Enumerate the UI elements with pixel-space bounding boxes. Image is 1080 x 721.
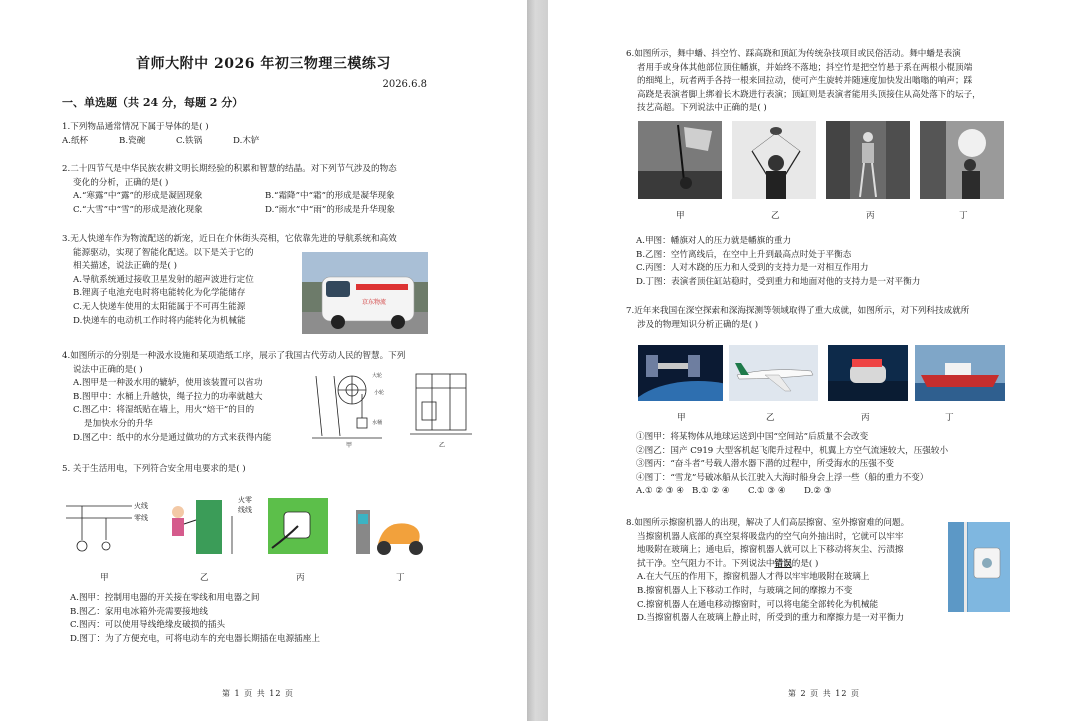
vehicle-brand-text: 京东物流 (362, 299, 387, 306)
question-7 (626, 305, 969, 332)
option-c: C.图乙中：将湿纸贴在墙上，用火“焙干”的目的 (73, 405, 255, 416)
photo-c919 (729, 345, 818, 401)
section-heading: 一、单选题（共 24 分，每题 2 分） (62, 96, 244, 109)
photo-window-robot (948, 522, 1010, 612)
option-b: B.① ② ④ (692, 486, 730, 497)
question-stem-cont: 高跷是表演者脚上绑着长木跷进行表演；顶缸则是表演者能用头顶接住从高处落下的坛子， (637, 89, 981, 100)
question-stem-cont: 相关描述，说法正确的是( ) (73, 261, 177, 272)
option-a: A.在大气压的作用下，擦窗机器人才得以牢牢地吸附在玻璃上 (637, 572, 870, 583)
question-stem: 6.如图所示，舞中蟠、抖空竹、踩高跷和顶缸为传统杂技项目或民俗活动。舞中蟠是表演 (626, 49, 961, 59)
caption-jia: 甲 (100, 573, 109, 583)
caption-bing: 丙 (866, 211, 875, 221)
question-stem: 3.无人快递车作为物流配送的新宠，近日在介休街头亮相，它依靠先进的导航系统和高效 (62, 234, 397, 244)
option-d: D.丁图：表演者顶住缸站稳时，受到重力和地面对他的支持力是一对平衡力 (636, 276, 921, 287)
option-d: D.“雨水”中“雨”的形成是升华现象 (265, 204, 396, 215)
label-small-wheel: 小轮 (374, 390, 385, 396)
option-row (62, 190, 397, 204)
caption-jia: 甲 (677, 413, 686, 423)
option-c-cont: 是加快水分的升华 (84, 418, 153, 429)
photo-gaoqiao (826, 121, 910, 199)
photo-xuelong (915, 345, 1005, 401)
question-stem-cont: 变化的分析，正确的是( ) (73, 177, 169, 188)
caption-yi: 乙 (771, 211, 780, 221)
question-stem-cont: 涉及的物理知识分析正确的是( ) (637, 319, 759, 330)
question-stem: 1.下列物品通常情况下属于导体的是( ) (62, 122, 209, 132)
option-b: B.锂离子电池充电时将电能转化为化学能储存 (73, 288, 246, 299)
option-c: C.① ③ ④ (748, 486, 786, 497)
page-gutter (527, 0, 548, 721)
option-c: C.“大雪”中“雪”的形成是液化现象 (73, 204, 203, 215)
question-stem: 2.二十四节气是中华民族农耕文明长期经验的积累和智慧的结晶。对下列节气涉及的物态 (62, 164, 397, 174)
photo-dinggang (920, 121, 1004, 199)
option-c: C.图丙：可以使用导线绝缘皮破损的插头 (70, 620, 226, 631)
question-1 (62, 121, 260, 148)
caption-yi: 乙 (200, 573, 209, 583)
figure-caption-jia: 甲 (346, 442, 353, 448)
option-row (62, 135, 260, 149)
option-c: C.无人快递车使用的太阳能属于不可再生能源 (73, 301, 246, 312)
exam-title: 首师大附中 2026 年初三物理三模练习 (136, 56, 391, 72)
page-footer: 第 2 页 共 12 页 (788, 689, 860, 698)
option-a: A.① ② ③ ④ (636, 486, 684, 497)
photo-kongzhu (732, 121, 816, 199)
photo-fendouzhe (828, 345, 908, 401)
question-7-statements (636, 431, 948, 499)
option-d: D.图乙中：纸中的水分是通过做功的方式来获得内能 (73, 432, 272, 443)
exam-date: 2026.6.8 (382, 79, 427, 90)
caption-yi: 乙 (766, 413, 775, 423)
exam-page-2 (548, 0, 1080, 721)
option-b: B.图甲中：水桶上升越快，绳子拉力的功率就越大 (73, 391, 263, 402)
question-2 (62, 163, 397, 217)
statement-1: ①图甲：将某物体从地球运送到中国“空间站”后质量不会改变 (636, 432, 869, 442)
caption-jia: 甲 (676, 211, 685, 221)
label-bucket: 水桶 (372, 420, 383, 426)
question-6 (626, 48, 981, 116)
option-b: B.乙图：空竹离线后，在空中上升到最高点时处于平衡态 (636, 249, 852, 260)
question-8 (626, 517, 909, 626)
option-row (62, 204, 397, 218)
photo-zhongfan (638, 121, 722, 199)
question-stem-cont: 的细绳上，玩者两手各持一根来回拉动，使可产生旋转并随速度加快发出嗡嗡的响声；踩 (637, 76, 973, 87)
caption-ding: 丁 (959, 211, 968, 221)
question-stem: 4.如图所示的分别是一种汲水设施和某项造纸工序，展示了我国古代劳动人民的智慧。下列 (62, 351, 406, 361)
option-b: B.擦窗机器人上下移动工作时，与玻璃之间的摩擦力不变 (637, 585, 853, 596)
label-live-neutral: 火零 (238, 496, 252, 504)
question-5 (62, 463, 246, 477)
page-footer: 第 1 页 共 12 页 (222, 689, 294, 698)
option-d: D.木铲 (233, 135, 260, 146)
option-a: A.导航系统通过接收卫星发射的超声波进行定位 (73, 274, 254, 285)
option-c: C.擦窗机器人在通电移动擦窗时，可以将电能全部转化为机械能 (637, 599, 879, 610)
option-b: B.图乙：家用电冰箱外壳需要接地线 (70, 606, 208, 617)
option-d: D.② ③ (804, 486, 832, 497)
question-stem-cont: 能源驱动，实现了智能化配送。以下是关于它的 (73, 247, 254, 258)
label-wires: 线线 (238, 506, 252, 514)
option-a: A.纸杯 (62, 135, 89, 146)
question-stem-cont: 者用手或身体其他部位顶住幡旗，并始终不落地；抖空竹是把空竹悬于系在两根小棍顶端 (637, 62, 973, 73)
option-c: C.铁锅 (176, 135, 203, 146)
statement-2: ②图乙：国产 C919 大型客机起飞爬升过程中，机翼上方空气流速较大，压强较小 (636, 445, 949, 456)
figure-captions (677, 411, 954, 423)
option-row (636, 485, 948, 499)
delivery-vehicle-photo (302, 252, 428, 334)
windlass-and-paper-diagram (302, 368, 480, 448)
question-stem-cont: 地吸附在玻璃上；通电后，擦窗机器人就可以上下移动将灰尘、污渍擦 (637, 545, 904, 556)
caption-bing: 丙 (861, 413, 870, 423)
question-stem-cont (626, 558, 909, 572)
caption-ding: 丁 (945, 413, 954, 423)
option-a: A.图甲是一种汲水用的辘轳，使用该装置可以省功 (73, 378, 263, 389)
figure-captions (100, 571, 405, 583)
option-d: D.图丁：为了方便充电，可将电动车的充电器长期插在电源插座上 (70, 633, 320, 644)
label-big-wheel: 大轮 (372, 373, 383, 379)
option-b: B.瓷碗 (119, 135, 146, 146)
figure-caption-yi: 乙 (439, 442, 446, 448)
label-neutral-wire: 零线 (134, 514, 148, 522)
caption-bing: 丙 (296, 573, 305, 583)
option-d: D.快递车的电动机工作时将内能转化为机械能 (73, 315, 246, 326)
electrical-safety-figures (62, 490, 427, 562)
figure-captions (676, 209, 968, 221)
caption-ding: 丁 (396, 573, 405, 583)
option-b: B.“霜降”中“霜”的形成是凝华现象 (265, 191, 395, 202)
statement-3: ③图丙：“奋斗者”号载人潜水器下潜的过程中，所受海水的压强不变 (636, 459, 895, 470)
stem-text: 拭干净。空气阻力不计。下列说法中 (637, 558, 775, 569)
statement-4: ④图丁：“雪龙”号破冰船从长江驶入大海时船身会上浮一些（船的重力不变） (636, 472, 929, 483)
option-d: D.当擦窗机器人在玻璃上静止时，所受到的重力和摩擦力是一对平衡力 (637, 613, 905, 624)
question-6-options (636, 235, 920, 289)
question-stem-cont: 说法中正确的是( ) (73, 364, 143, 375)
option-a: A.“寒露”中“露”的形成是凝固现象 (73, 191, 203, 202)
emphasis-wrong: 错误 (774, 558, 792, 569)
question-stem: 7.近年来我国在深空探索和深海探测等领域取得了重大成就，如图所示，对下列科技成就所 (626, 306, 970, 316)
option-c: C.丙图：人对木跷的压力和人受到的支持力是一对相互作用力 (636, 263, 869, 274)
question-5-options (70, 592, 320, 646)
option-a: A.甲图：幡旗对人的压力就是幡旗的重力 (636, 236, 792, 246)
option-a: A.图甲：控制用电器的开关接在零线和用电器之间 (70, 593, 260, 603)
label-live-wire: 火线 (134, 502, 148, 510)
question-stem-cont: 技艺高超。下列说法中正确的是( ) (637, 103, 767, 114)
question-stem-cont: 当擦窗机器人底部的真空泵将吸盘内的空气向外抽出时，它就可以牢牢 (637, 531, 904, 542)
question-stem: 5. 关于生活用电，下列符合安全用电要求的是( ) (62, 464, 246, 474)
question-stem: 8.如图所示擦窗机器人的出现，解决了人们高层擦窗、室外擦窗难的问题。 (626, 518, 910, 528)
exam-page-1 (0, 0, 527, 721)
photo-space-station (638, 345, 723, 401)
stem-tail: 的是( ) (791, 558, 819, 569)
